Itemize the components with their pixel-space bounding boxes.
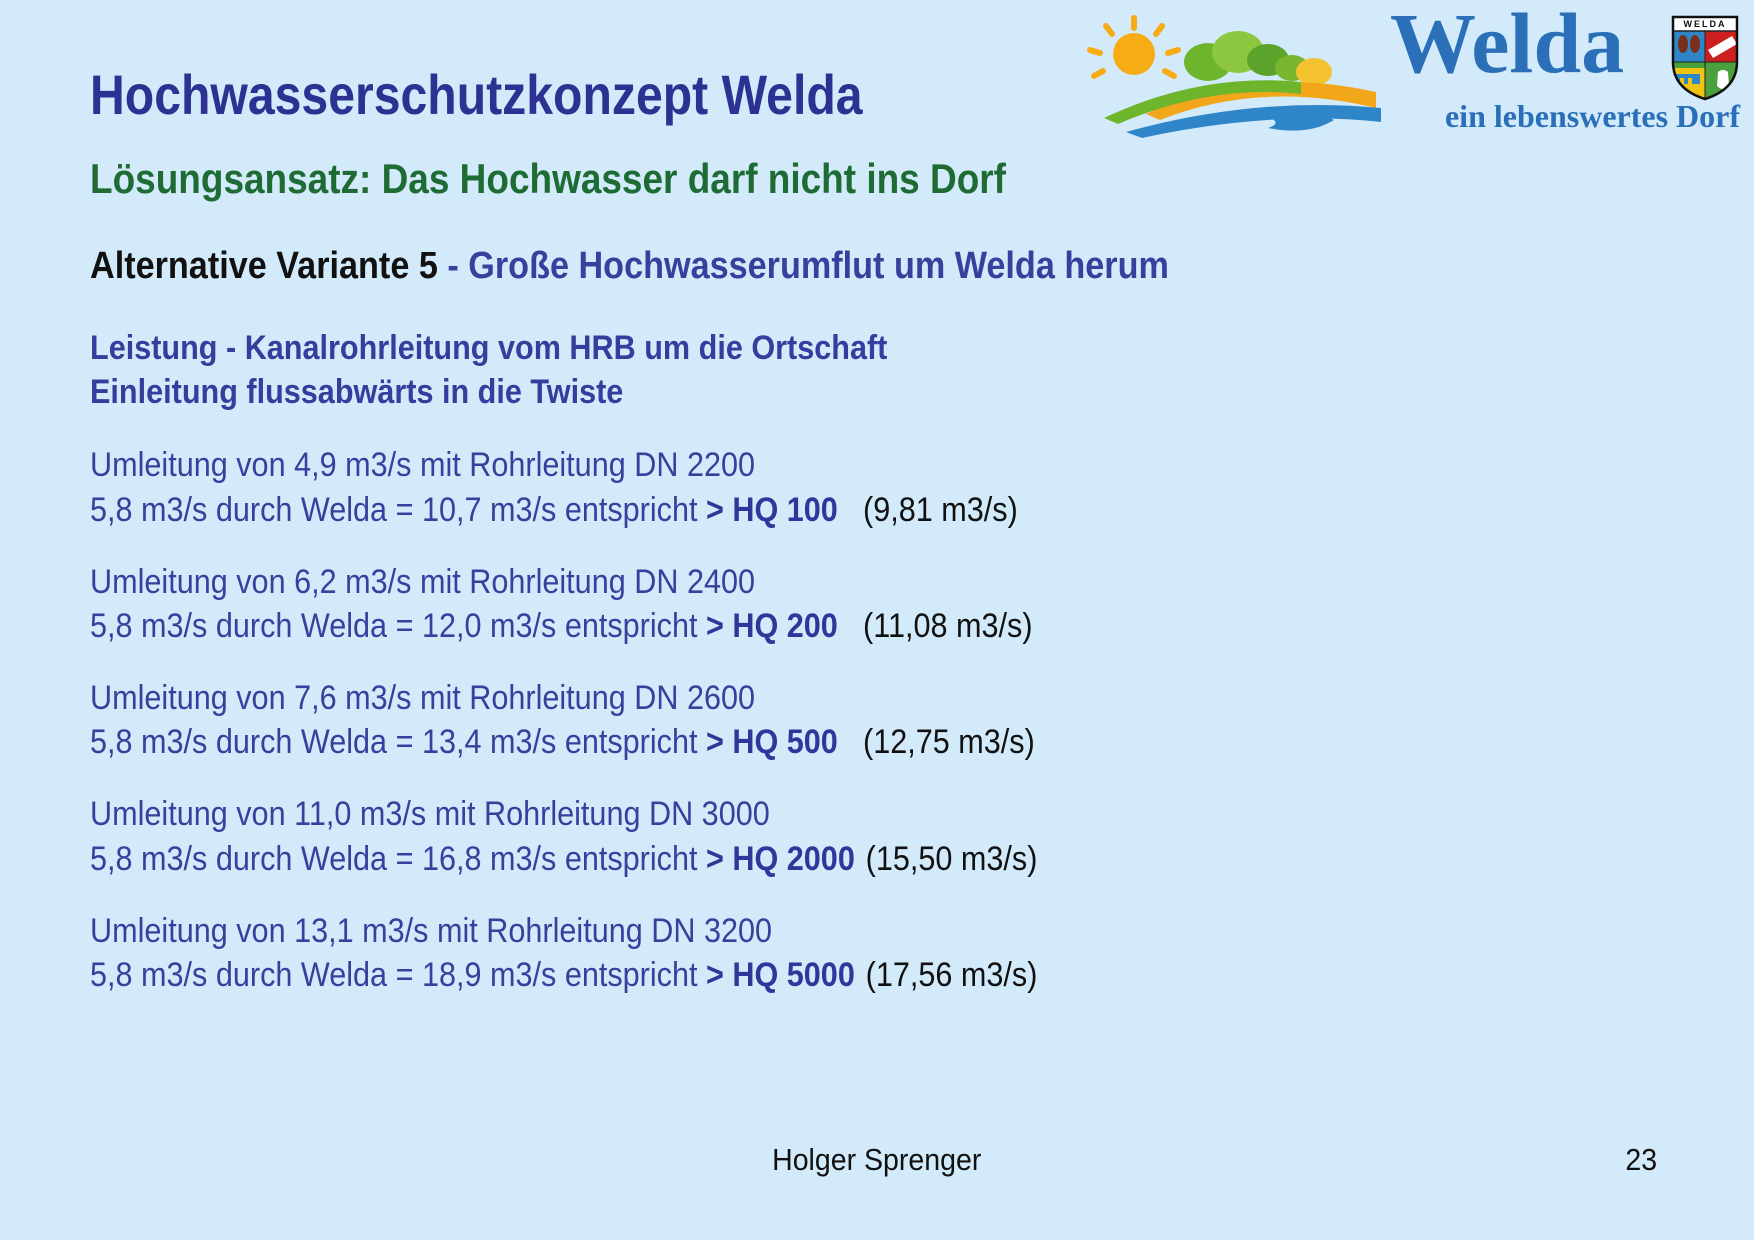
hq-reference-value: (17,56 m3/s): [865, 956, 1038, 995]
durchfluss-line: 5,8 m3/s durch Welda = 16,8 m3/s entspricht: [90, 839, 706, 878]
umleitung-line: Umleitung von 6,2 m3/s mit Rohrleitung DN 2400: [90, 562, 756, 601]
welda-crest-icon: [1670, 14, 1740, 102]
hq-value: > HQ 100: [705, 490, 838, 529]
logo-tagline: ein lebenswertes Dorf: [1444, 98, 1740, 134]
footer-author: Holger Sprenger: [772, 1142, 982, 1177]
result-block-hq5000: [90, 909, 1289, 997]
durchfluss-line: 5,8 m3/s durch Welda = 13,4 m3/s entspricht: [90, 723, 706, 762]
durchfluss-line: 5,8 m3/s durch Welda = 12,0 m3/s entspricht: [90, 606, 706, 645]
variant-description: Große Hochwasserumflut um Welda herum: [468, 244, 1169, 287]
hq-value: > HQ 500: [705, 723, 838, 762]
hill-swooshes-icon: [1104, 80, 1381, 138]
landscape-sun-icon: [1086, 14, 1396, 138]
crest-label: WELDA: [1683, 19, 1727, 29]
hq-value: > HQ 2000: [705, 839, 855, 878]
solution-subtitle: Lösungsansatz: Das Hochwasser darf nicht ins Dorf: [90, 154, 1006, 202]
hq-reference-value: (11,08 m3/s): [863, 606, 1033, 645]
durchfluss-line: 5,8 m3/s durch Welda = 18,9 m3/s entspricht: [90, 956, 706, 995]
leistung-line1: Leistung - Kanalrohrleitung vom HRB um die Ortschaft: [90, 328, 888, 367]
result-block-hq2000: [90, 792, 1289, 880]
logo-wordmark: Welda: [1390, 0, 1625, 91]
umleitung-line: Umleitung von 13,1 m3/s mit Rohrleitung DN 3200: [90, 911, 773, 950]
slide-content: [90, 64, 1289, 997]
umleitung-line: Umleitung von 11,0 m3/s mit Rohrleitung DN 3000: [90, 795, 770, 834]
hq-reference-value: (15,50 m3/s): [865, 839, 1038, 878]
result-block-hq100: [90, 443, 1289, 531]
hq-value: > HQ 200: [705, 606, 838, 645]
umleitung-line: Umleitung von 4,9 m3/s mit Rohrleitung DN 2200: [90, 446, 756, 485]
trees-icon: [1184, 31, 1332, 86]
hq-value: > HQ 5000: [705, 956, 855, 995]
variant-results-list: [90, 443, 1289, 997]
durchfluss-line: 5,8 m3/s durch Welda = 10,7 m3/s entspricht: [90, 490, 706, 529]
leistung-heading: [90, 326, 1289, 416]
leistung-line2: Einleitung flussabwärts in die Twiste: [90, 373, 624, 412]
variant-label: Alternative Variante 5: [90, 244, 438, 287]
hq-reference-value: (9,81 m3/s): [863, 490, 1018, 529]
variant-separator: -: [437, 244, 469, 287]
variant-heading: [90, 246, 1289, 288]
umleitung-line: Umleitung von 7,6 m3/s mit Rohrleitung DN 2600: [90, 679, 756, 718]
page-title: Hochwasserschutzkonzept Welda: [90, 63, 863, 126]
result-block-hq200: [90, 560, 1289, 648]
hq-reference-value: (12,75 m3/s): [863, 723, 1035, 762]
result-block-hq500: [90, 676, 1289, 764]
page-number: 23: [1624, 1142, 1657, 1177]
sun-icon: [1113, 33, 1155, 75]
welda-logo: [1040, 0, 1740, 146]
